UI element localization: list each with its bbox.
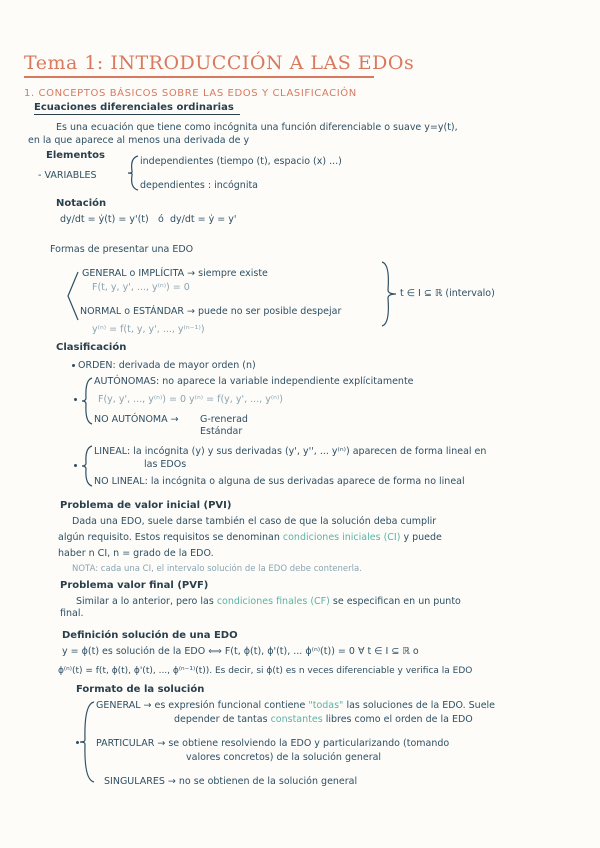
- notacion-or: ó: [158, 214, 164, 225]
- autonoma-brace-icon: [82, 378, 92, 424]
- formato-constantes-highlight: constantes: [270, 714, 323, 725]
- clasificacion-orden: ORDEN: derivada de mayor orden (n): [78, 360, 256, 371]
- pvf-line-2: final.: [60, 608, 84, 619]
- notacion-formula-b: dy/dt = ẏ = y': [170, 214, 237, 225]
- formato-general-2: [174, 714, 473, 725]
- bullet-dot: [74, 464, 77, 467]
- no-autonoma-option-b: Estándar: [200, 426, 243, 437]
- subheading: Ecuaciones diferenciales ordinarias: [34, 102, 234, 113]
- formato-heading: Formato de la solución: [76, 684, 205, 695]
- formas-interval: t ∈ I ⊆ ℝ (intervalo): [400, 288, 495, 299]
- page-title: Tema 1: INTRODUCCIÓN A LAS EDOs: [24, 52, 415, 74]
- formato-singulares: SINGULARES → no se obtienen de la solución general: [104, 776, 358, 787]
- formato-general-2b: libres como el orden de la EDO: [325, 714, 473, 725]
- autonoma-formula: F(y, y', ..., y⁽ⁿ⁾) = 0 y⁽ⁿ⁾ = f(y, y', ..., y⁽ⁿ⁾): [98, 394, 283, 405]
- elementos-heading: Elementos: [46, 150, 105, 161]
- section-heading: 1. CONCEPTOS BÁSICOS SOBRE LAS EDOS Y CLASIFICACIÓN: [24, 88, 357, 99]
- pvf-cf-highlight: condiciones finales (CF): [216, 596, 330, 607]
- clasificacion-no-autonoma: NO AUTÓNOMA →: [94, 414, 179, 425]
- formas-normal-formula: y⁽ⁿ⁾ = f(t, y, y', ..., y⁽ⁿ⁻¹⁾): [92, 324, 205, 335]
- formas-general-formula: F(t, y, y', ..., y⁽ⁿ⁾) = 0: [92, 282, 190, 293]
- pvi-nota: NOTA: cada una CI, el intervalo solución de la EDO debe contenerla.: [72, 564, 362, 574]
- pvi-line-2-b: y puede: [403, 532, 442, 543]
- formato-general-1: [96, 700, 495, 711]
- notacion-formula-a: dy/dt = ẏ(t) = y'(t): [60, 214, 149, 225]
- pvi-heading: Problema de valor inicial (PVI): [60, 500, 232, 511]
- formas-normal: NORMAL o ESTÁNDAR → puede no ser posible despejar: [80, 306, 342, 317]
- pvi-line-2-a: algún requisito. Estos requisitos se denominan: [58, 532, 280, 543]
- formato-particular-1: PARTICULAR → se obtiene resolviendo la EDO y particularizando (tomando: [96, 738, 450, 749]
- formato-general-b: las soluciones de la EDO. Suele: [346, 700, 496, 711]
- definicion-line-1: y = ϕ(t) es solución de la EDO ⟺ F(t, ϕ(t), ϕ'(t), ... ϕ⁽ⁿ⁾(t)) = 0 ∀ t ∈ I ⊆ ℝ o: [62, 646, 419, 657]
- formas-left-brace-icon: [68, 272, 78, 320]
- clasificacion-heading: Clasificación: [56, 342, 127, 353]
- independientes-label: independientes (tiempo (t), espacio (x) ...): [140, 156, 342, 167]
- formas-general: GENERAL o IMPLÍCITA → siempre existe: [82, 268, 268, 279]
- formato-particular-2: valores concretos) de la solución general: [186, 752, 382, 763]
- intro-line-1: Es una ecuación que tiene como incógnita una función diferenciable o suave y=y(t),: [56, 122, 458, 133]
- variables-label: - VARIABLES: [38, 170, 97, 181]
- no-autonoma-option-a: G-renerad: [200, 414, 248, 425]
- formato-general-a: GENERAL → es expresión funcional contiene: [96, 700, 306, 711]
- pvi-line-2: [58, 532, 442, 543]
- clasificacion-autonoma: AUTÓNOMAS: no aparece la variable independiente explícitamente: [94, 376, 414, 387]
- formas-right-brace-icon: [382, 262, 396, 326]
- pvf-line-1: [76, 596, 461, 607]
- intro-line-2: en la que aparece al menos una derivada de y: [28, 135, 250, 146]
- variables-brace-icon: [128, 156, 140, 190]
- bullet-dot: [72, 364, 75, 367]
- pvf-line-1-b: se especifican en un punto: [332, 596, 461, 607]
- bullet-dot: [74, 398, 77, 401]
- pvf-line-1-a: Similar a lo anterior, pero las: [76, 596, 214, 607]
- pvi-line-3: haber n CI, n = grado de la EDO.: [58, 548, 214, 559]
- bullet-dot: [76, 741, 79, 744]
- clasificacion-no-lineal: NO LINEAL: la incógnita o alguna de sus derivadas aparece de forma no lineal: [94, 476, 465, 487]
- subheading-underline: [34, 114, 240, 115]
- pvi-line-1: Dada una EDO, suele darse también el caso de que la solución deba cumplir: [72, 516, 437, 527]
- lineal-brace-icon: [82, 446, 92, 486]
- dependientes-label: dependientes : incógnita: [140, 180, 258, 191]
- formato-general-highlight: "todas": [308, 700, 344, 711]
- formato-general-2a: depender de tantas: [174, 714, 268, 725]
- clasificacion-lineal-1: LINEAL: la incógnita (y) y sus derivadas (y', y'', ... y⁽ⁿ⁾) aparecen de forma lineal en: [94, 446, 487, 457]
- pvf-heading: Problema valor final (PVF): [60, 580, 209, 591]
- definicion-line-2: ϕ⁽ⁿ⁾(t) = f(t, ϕ(t), ϕ'(t), ..., ϕ⁽ⁿ⁻¹⁾(t)). Es decir, si ϕ(t) es n veces diferenciable y verifica la EDO: [58, 666, 473, 676]
- pvi-ci-highlight: condiciones iniciales (CI): [282, 532, 401, 543]
- formato-brace-icon: [80, 702, 94, 782]
- title-underline: [24, 76, 374, 78]
- definicion-heading: Definición solución de una EDO: [62, 630, 238, 641]
- notacion-heading: Notación: [56, 198, 107, 209]
- clasificacion-lineal-2: las EDOs: [144, 459, 187, 470]
- formas-heading: Formas de presentar una EDO: [50, 244, 194, 255]
